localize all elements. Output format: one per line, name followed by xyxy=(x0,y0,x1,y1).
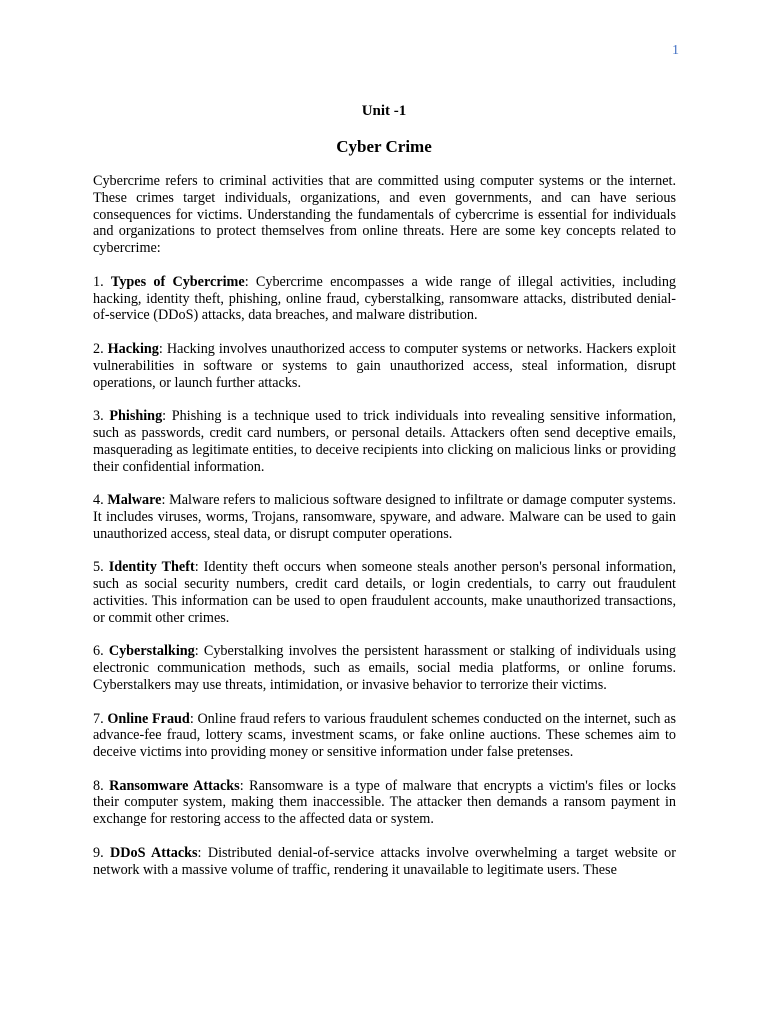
item-number: 1. xyxy=(93,273,104,290)
item-term: Cyberstalking xyxy=(108,643,195,660)
list-item xyxy=(93,341,676,391)
item-number: 3. xyxy=(93,408,104,425)
item-term: DDoS Attacks xyxy=(110,844,198,861)
item-text: : Cyberstalking involves the persistent harassment or stalking of individuals using electronic communication methods, such as emails, social media platforms, or online forums. Cyberstalkers may use threats, intimidation, or invasive behavior to terrorize their victims. xyxy=(93,643,677,693)
item-text: : Cybercrime encompasses a wide range of illegal activities, including hacking, identity theft, phishing, online fraud, cyberstalking, ransomware attacks, distributed denial-of-service (DDoS) attacks, data breaches, and malware distribution. xyxy=(93,273,677,324)
item-text: : Online fraud refers to various fraudulent schemes conducted on the internet, such as advance-fee fraud, lottery scams, investment scams, or fake online auctions. These schemes aim to deceive victims into providing money or sensitive information under false pretenses. xyxy=(93,710,677,761)
item-term: Hacking xyxy=(107,340,159,357)
item-term: Identity Theft xyxy=(108,559,195,576)
item-text: : Distributed denial-of-service attacks involve overwhelming a target website or network with a massive volume of traffic, rendering it unavailable to legitimate users. These xyxy=(93,844,676,878)
page-title: Cyber Crime xyxy=(336,137,432,156)
list-item xyxy=(93,778,676,828)
item-number: 8. xyxy=(93,777,104,794)
list-item xyxy=(93,643,676,693)
page-number: 1 xyxy=(672,43,679,58)
list-item xyxy=(93,408,676,475)
item-number: 9. xyxy=(93,844,104,861)
document-body xyxy=(93,173,676,895)
item-text: : Phishing is a technique used to trick individuals into revealing sensitive information, such as passwords, credit card numbers, or personal details. Attackers often send deceptive emails, masquerading as legitimate entities, to deceive recipients into clicking on malicious links or providing their confidential information. xyxy=(93,408,676,475)
item-number: 7. xyxy=(93,710,104,727)
list-item xyxy=(93,274,676,324)
unit-heading: Unit -1 xyxy=(361,103,407,119)
item-number: 2. xyxy=(93,340,104,357)
item-term: Types of Cybercrime xyxy=(110,273,245,290)
list-item xyxy=(93,492,676,542)
item-number: 5. xyxy=(93,559,104,576)
item-text: : Identity theft occurs when someone steals another person's personal information, such as social security numbers, credit card details, or login credentials, to carry out fraudulent activities. This information can be used to open fraudulent accounts, make unauthorized transactions, or commit other crimes. xyxy=(93,559,676,626)
item-term: Online Fraud xyxy=(107,710,190,727)
item-number: 6. xyxy=(93,643,104,660)
list-item xyxy=(93,559,676,626)
item-number: 4. xyxy=(93,492,104,509)
list-item xyxy=(93,711,676,761)
item-text: : Ransomware is a type of malware that encrypts a victim's files or locks their computer system, making them inaccessible. The attacker then demands a ransom payment in exchange for restoring access to the affected data or system. xyxy=(93,777,677,828)
item-term: Phishing xyxy=(109,408,163,425)
intro-paragraph: Cybercrime refers to criminal activities that are committed using computer systems or the internet. These crimes target individuals, organizations, and even governments, and can have serious consequences for victims. Understanding the fundamentals of cybercrime is essential for individuals and organizations to protect themselves from online threats. Here are some key concepts related to cybercrime: xyxy=(93,173,676,257)
item-term: Ransomware Attacks xyxy=(109,777,240,794)
list-item xyxy=(93,845,676,879)
item-text: : Hacking involves unauthorized access to computer systems or networks. Hackers exploit vulnerabilities in software or systems to gain unauthorized access, steal information, disrupt operations, or launch further attacks. xyxy=(93,340,676,391)
item-term: Malware xyxy=(107,492,162,509)
item-text: : Malware refers to malicious software designed to infiltrate or damage computer systems. It includes viruses, worms, Trojans, ransomware, spyware, and adware. Malware can be used to gain unauthorized access, steal data, or disrupt computer operations. xyxy=(93,492,677,542)
